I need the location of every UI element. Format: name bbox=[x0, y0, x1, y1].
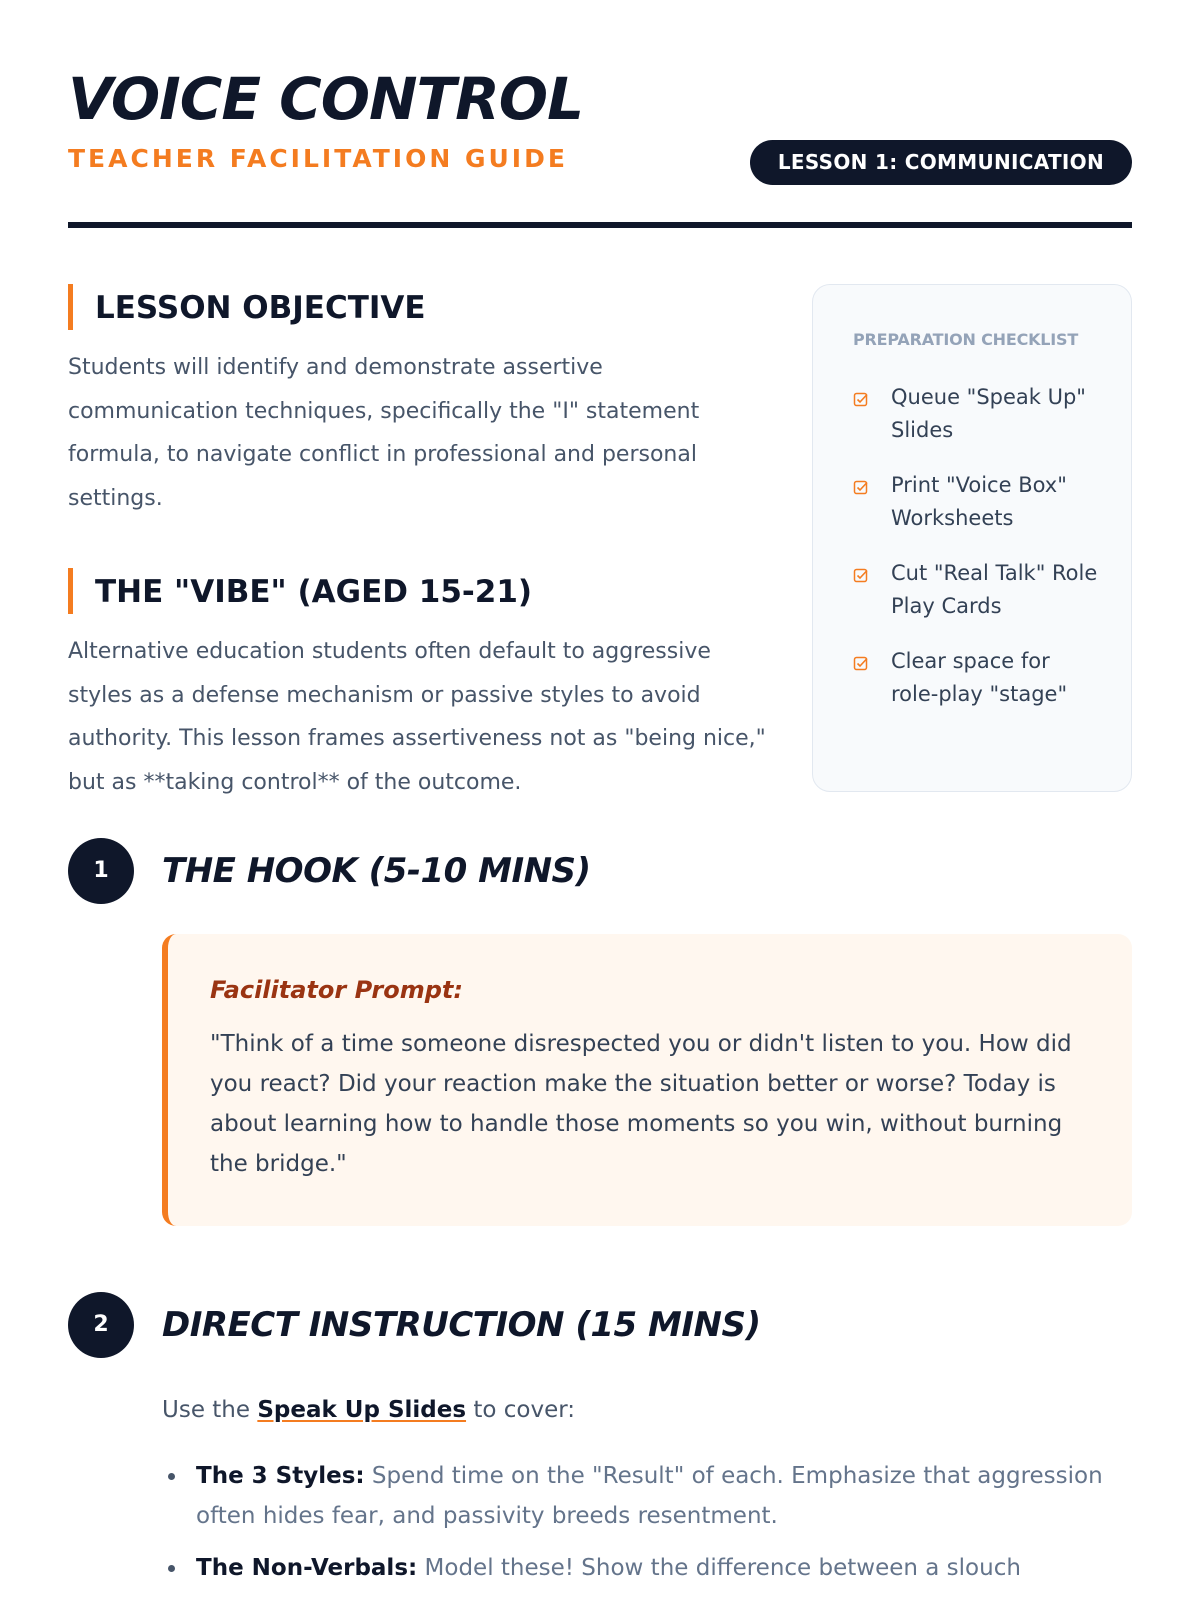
list-item-term: The Non-Verbals: bbox=[196, 1555, 418, 1581]
checklist-item-label: Clear space for role-play "stage" bbox=[891, 649, 1068, 706]
header bbox=[68, 0, 1132, 228]
facilitator-prompt-box bbox=[162, 934, 1132, 1226]
intro-text-column bbox=[68, 284, 768, 804]
checkbox-icon[interactable] bbox=[853, 567, 869, 583]
intro-section bbox=[68, 228, 1132, 838]
checklist-item-label: Print "Voice Box" Worksheets bbox=[891, 473, 1067, 530]
checklist-item-label: Cut "Real Talk" Role Play Cards bbox=[891, 561, 1098, 618]
vibe-heading: THE "VIBE" (AGED 15-21) bbox=[68, 568, 768, 614]
checkbox-icon[interactable] bbox=[853, 391, 869, 407]
prompt-text: "Think of a time someone disrespected you or didn't listen to you. How did you react? Did your reaction make the situation better or worse? Today is about learning how to handle those moments so you win, without burning the bridge." bbox=[210, 1031, 1072, 1177]
list-item bbox=[162, 1456, 1132, 1536]
step-hook bbox=[68, 838, 1132, 1226]
checklist-item[interactable] bbox=[853, 469, 1103, 535]
checklist-item[interactable] bbox=[853, 645, 1103, 711]
step-header bbox=[68, 1292, 1132, 1360]
step-title: THE HOOK (5-10 MINS) bbox=[162, 851, 591, 891]
intro-text: to cover: bbox=[466, 1397, 576, 1423]
checkbox-icon[interactable] bbox=[853, 655, 869, 671]
list-item bbox=[162, 1548, 1132, 1588]
checklist-item-label: Queue "Speak Up" Slides bbox=[891, 385, 1086, 442]
intro-text: Use the bbox=[162, 1397, 258, 1423]
step-number-badge: 2 bbox=[68, 1292, 134, 1358]
step-number-badge: 1 bbox=[68, 838, 134, 904]
list-item-term: The 3 Styles: bbox=[196, 1463, 365, 1489]
checkbox-icon[interactable] bbox=[853, 479, 869, 495]
step-header bbox=[68, 838, 1132, 906]
objective-text: Students will identify and demonstrate assertive communication techniques, specifically the "I" statement formula, to navigate conflict in professional and personal settings. bbox=[68, 355, 700, 511]
page-subtitle: TEACHER FACILITATION GUIDE bbox=[68, 144, 568, 173]
instruction-intro bbox=[162, 1390, 1132, 1430]
lesson-badge: LESSON 1: COMMUNICATION bbox=[750, 140, 1132, 185]
speak-up-slides-link[interactable]: Speak Up Slides bbox=[257, 1397, 467, 1423]
step-title: DIRECT INSTRUCTION (15 MINS) bbox=[162, 1305, 761, 1345]
objective-heading: LESSON OBJECTIVE bbox=[68, 284, 768, 330]
checklist-item[interactable] bbox=[853, 557, 1103, 623]
vibe-text: Alternative education students often default to aggressive styles as a defense mechanism or passive styles to avoid authority. This lesson frames assertiveness not as "being nice," but as **taking control** of the outcome. bbox=[68, 639, 766, 795]
checklist-title: PREPARATION CHECKLIST bbox=[853, 330, 1079, 349]
preparation-checklist bbox=[812, 284, 1132, 792]
list-item-text: Spend time on the "Result" of each. Emphasize that aggression often hides fear, and passivity breeds resentment. bbox=[196, 1463, 1103, 1529]
step-direct-instruction bbox=[68, 1292, 1132, 1588]
prompt-label: Facilitator Prompt: bbox=[210, 976, 463, 1004]
list-item-text: Model these! Show the difference between a slouch bbox=[417, 1555, 1021, 1581]
page-title: VOICE CONTROL bbox=[68, 65, 584, 133]
checklist-item[interactable] bbox=[853, 381, 1103, 447]
instruction-list bbox=[162, 1456, 1132, 1588]
